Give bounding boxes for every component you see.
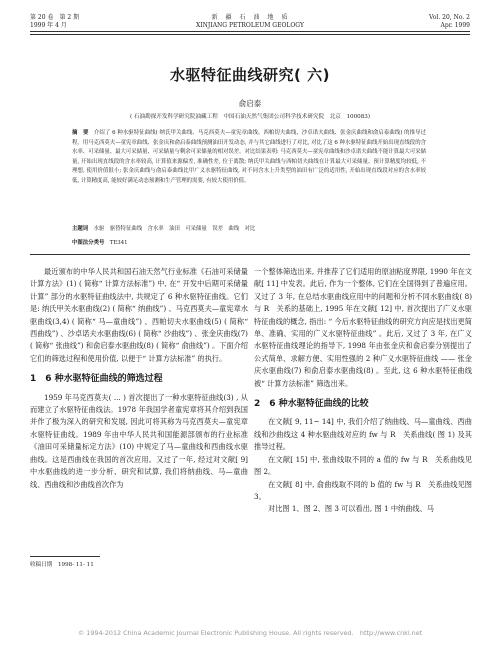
header-journal-cn: 新 疆 石 油 地 质 — [211, 14, 289, 21]
keywords — [72, 224, 255, 232]
header-journal-en: XINJIANG PETROLEUM GEOLOGY — [196, 22, 304, 29]
section-2-paragraph-3: 在文献[ 8] 中, 俞曲线取不同的 b 值的 fw 与 R 关系曲线见图 3。 — [254, 479, 472, 501]
keywords-text: 水驱 驱替特征曲线 含水率 油田 可采储量 误差 曲线 对比 — [93, 226, 256, 232]
intro-paragraph: 最近颁布的中华人民共和国石油天然气行业标准《石油可采储量计算方法》(1) ( 简称“ 计算方法标准”) 中, 在“ 开发中后期可采储量计算” 部分的水驱特征曲线法中, 共规定了 6 种水驱特征曲线。它们是: 纳氏甲关水驱曲线(2) ( 简称“ 纳曲线”) 、马克西莫夫—童宪章水驱曲线(3,4) ( 简称“ 马—童曲线”) 、西帕切夫水驱曲线(5) ( 简称“ 西曲线”) 、沙卓诺夫水驱曲线(6) ( 简称“ 沙曲线”) 、张金庆曲线(7) ( 简称“ 张曲线”) 和俞启泰水驱曲线(8) ( 简称“ 俞曲线”) 。下面介绍它们的筛选过程和使用价值, 以便于“ 计算方法标准” 的执行。 — [30, 267, 248, 363]
keywords-label: 主题词 — [72, 226, 89, 232]
abstract-label: 摘 要 — [72, 130, 89, 136]
section-1-paragraph: 1959 年马克西莫夫( ... ) 首次提出了一种水驱特征曲线(3) , 从而建立了水驱特征曲线法。1978 年我国学者童宪章将其介绍到我国并作了极为深入的研究和发展, 因此可将其称为马克西莫夫—童宪章水驱特征曲线。1989 年由中华人民共和国能源部颁布的行业标准《油田可采储量标定方法》(10) 中规定了马—童曲线和西曲线水驱曲线。这是西曲线在我国的首次应用。又过了一年, 经过对文献[ 9] 中水驱曲线的进一步分析、研究和试算, 我们将纳曲线、马—童曲线、西曲线和沙曲线首次作为 — [30, 392, 248, 489]
section-2-paragraph-1: 在文献[ 9, 11~ 14] 中, 我们介绍了纳曲线、马—童曲线、西曲线和沙曲线这 4 种水驱曲线对应的 fw 与 R 关系曲线( 图 1) 及其推导过程。 — [254, 417, 472, 452]
continued-paragraph: 一个整体筛选出来, 并推荐了它们适用的原油粘度界限, 1990 年在文献[ 11] 中发表。此后, 作为一个整体, 它们在全国得到了普遍应用。又过了 3 年, 在总结水驱曲线应用中的问题和分析不同水驱曲线( 8) 与 R 关系的基础上, 1995 年在文献[ 12] 中, 首次提出了广义水驱特征曲线的概念, 指出: “ 今后水驱特征曲线的研究方向应是找出更简单、准确、实用的广义水驱特征曲线” 。此后, 又过了 3 年, 在广义水驱特征曲线理论的指导下, 1998 年由张金庆和俞启泰分别提出了公式简单、求解方便、实用性强的 2 种广义水驱特征曲线 —— 张金庆水驱曲线(7) 和俞启泰水驱曲线(8) 。至此, 这 6 种水驱特征曲线被“ 计算方法标准” 筛选出来。 — [254, 267, 472, 388]
footnote-rule — [30, 556, 100, 557]
abstract — [72, 129, 426, 187]
header-date-en: Apr. 1999 — [440, 22, 470, 29]
class-label: 中图法分类号 — [72, 240, 105, 246]
right-column — [254, 266, 472, 516]
section-1-heading: 1 6 种水驱特征曲线的筛选过程 — [30, 374, 163, 385]
paper-title: 水驱特征曲线研究( 六) — [170, 66, 330, 84]
copyright-notice: © 1994-2012 China Academic Journal Electronic Publishing House. All rights reserved. http://www.cnki.net — [77, 629, 423, 637]
classification — [72, 238, 128, 246]
received-date: 收稿日期 1998- 11- 11 — [30, 562, 94, 568]
abstract-text: 介绍了 6 种水驱特征曲线( 纳氏甲关曲线、马克西莫夫—童宪章曲线、西帕切夫曲线、沙卓诺夫曲线、张金庆曲线和俞启泰曲线) 的推导过程。用马克西莫夫—童宪章曲线、张金庆和俞启泰曲线预测油田开发动态, 并与其它曲线进行了对比, 对比了这 6 种水驱特征曲线开始出现直线段的含水率、可采储量、最大可采储量、可采储量与剩余可采储量的相对误差。对比结果表明: 马克西莫夫—童宪章曲线和沙卓诺夫曲线不能计算最大可采储量, 开始出现直线段的含水率较高, 计算值来源偏差, 准确性差, 位于离散; 纳氏甲关曲线与西帕切夫曲线在计算最大可采储量、预计算精度均较低, 不理想, 使用价值很小; 张金庆曲线与俞启泰曲线比甲广义水驱特征曲线, 对不同含水上升类型的油田有广泛的适用性, 开始出现直线段对应的含水率较低, 计算精度高, 能较好满足动态预测和生产管理的需要, 有较大使用价值。 — [72, 130, 426, 184]
section-2-paragraph-4: 对比图 1、图 2、图 3 可以看出, 图 1 中纳曲线、马 — [268, 504, 434, 514]
left-column — [30, 266, 248, 491]
header-volume: 第 20 卷 第 2 期 — [30, 14, 80, 21]
abstract-rule — [30, 254, 470, 255]
affiliation: ( 石油勘探开发科学研究院油藏工程 中国石油天然气集团公司科学技术研究院 北京 100083) — [129, 114, 371, 120]
header-date: 1999 年 4 月 — [30, 22, 67, 29]
section-2-paragraph-2: 在文献[ 15] 中, 张曲线取不同的 a 值的 fw 与 R 关系曲线见图 2。 — [254, 454, 472, 477]
class-code: TE341 — [109, 240, 128, 246]
header-vol-en: Vol. 20, No. 2 — [429, 14, 470, 21]
header-rule-thin — [30, 34, 470, 35]
author: 俞启泰 — [238, 99, 262, 108]
header-rule — [30, 31, 470, 32]
section-2-heading: 2 6 种水驱特征曲线的比较 — [254, 399, 369, 410]
